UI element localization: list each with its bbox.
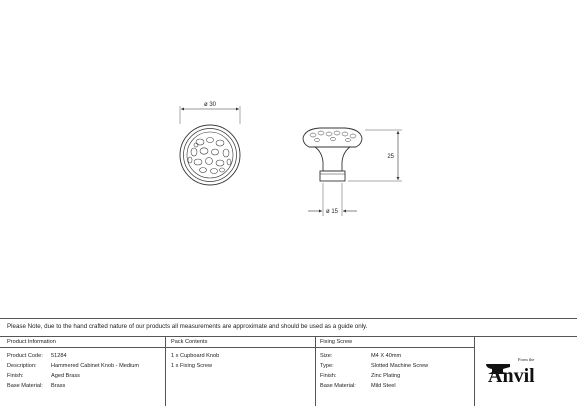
screw-row (320, 363, 428, 369)
product-information-panel (7, 339, 162, 405)
fixing-screw-panel (320, 339, 470, 405)
screw-row-label: Type: (320, 363, 334, 369)
pack-contents-item: 1 x Fixing Screw (171, 363, 213, 369)
logo-small-text: From the (518, 357, 535, 362)
product-row (7, 353, 67, 359)
product-row-value: Hammered Cabinet Knob - Medium (51, 363, 139, 369)
product-row-value: Brass (51, 383, 66, 389)
pack-contents-panel (171, 339, 311, 405)
logo-brand-text: Anvil (488, 365, 535, 387)
product-row-value: 51284 (51, 353, 67, 359)
top-view (180, 106, 240, 185)
anvil-logo (480, 350, 572, 390)
screw-row (320, 353, 401, 359)
base-dimension-label: ø 15 (325, 209, 339, 215)
screw-row-value: Slotted Machine Screw (371, 363, 429, 369)
screw-row-label: Finish: (320, 373, 337, 379)
screw-row-value: Mild Steel (371, 383, 396, 389)
fixing-screw-heading: Fixing Screw (320, 339, 353, 345)
product-information-heading: Product Information (7, 339, 56, 345)
screw-row-value: Zinc Plating (371, 373, 401, 379)
screw-row-value: M4 X 40mm (371, 353, 402, 359)
pack-contents-heading: Pack Contents (171, 339, 208, 345)
screw-row (320, 373, 400, 379)
divider-middle (0, 336, 577, 337)
screw-row (320, 383, 396, 389)
pack-contents-item: 1 x Cupboard Knob (171, 353, 220, 359)
divider-top (0, 318, 577, 319)
product-row-label: Description: (7, 363, 37, 369)
product-row-value: Aged Brass (51, 373, 80, 379)
product-row (7, 363, 139, 369)
product-row-label: Product Code: (7, 353, 43, 359)
product-row-label: Base Material: (7, 383, 43, 389)
product-row (7, 373, 80, 379)
measurement-note: Please Note, due to the hand crafted nature of our products all measurements are approximate and should be used as a guide only. (7, 323, 368, 330)
screw-row-label: Size: (320, 353, 333, 359)
side-view (303, 128, 402, 216)
product-row-label: Finish: (7, 373, 24, 379)
height-dimension-label: 25 (387, 154, 394, 160)
column-divider-3 (474, 337, 475, 406)
product-row (7, 383, 65, 389)
top-view-dimension-label: ø 30 (203, 102, 217, 108)
screw-row-label: Base Material: (320, 383, 356, 389)
